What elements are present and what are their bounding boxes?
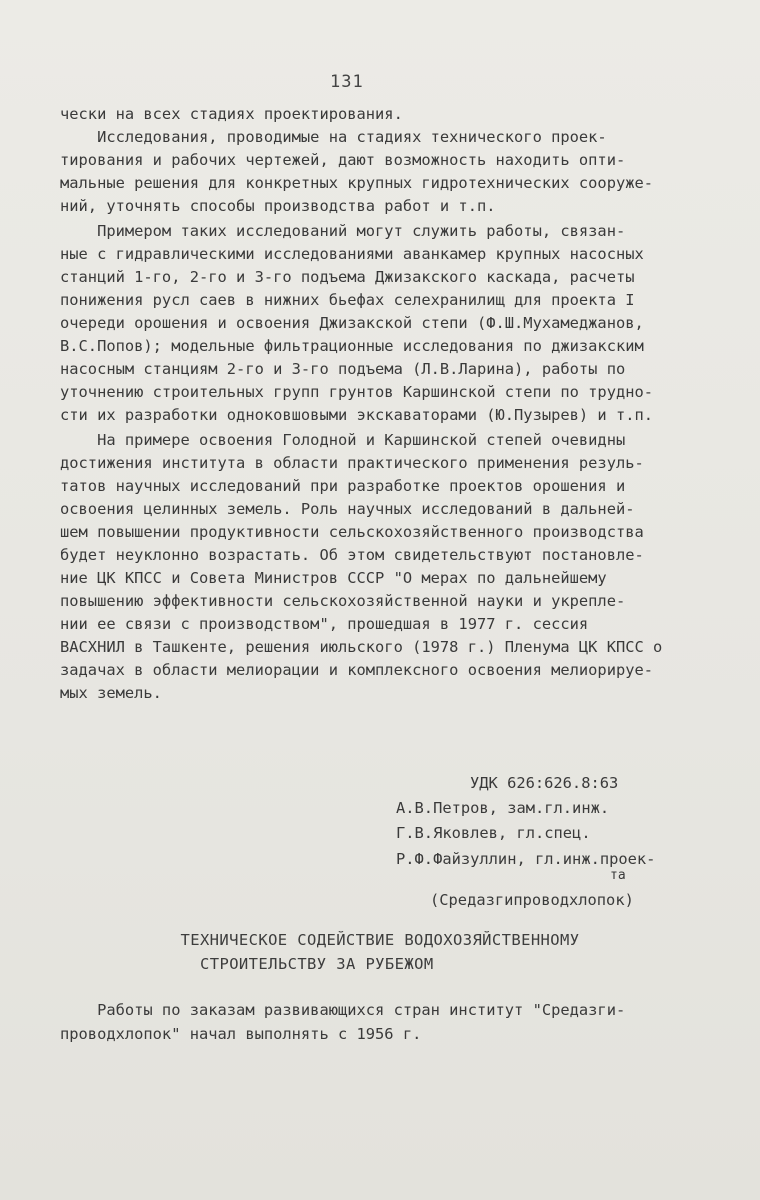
author-line: Г.В.Яковлев, гл.спец. [396, 824, 591, 842]
body-line: чески на всех стадиях проектирования. [60, 105, 403, 123]
body-line: Исследования, проводимые на стадиях технического проек- [60, 128, 607, 146]
body-line: нии ее связи с производством", прошедшая в 1977 г. сессия [60, 615, 589, 633]
body-line: шем повышении продуктивности сельскохозяйственного производства [60, 523, 644, 541]
udk-code: УДК 626:626.8:63 [470, 774, 619, 792]
body-line: уточнению строительных групп грунтов Каршинской степи по трудно- [60, 383, 654, 401]
body-line: мых земель. [60, 684, 162, 702]
body-line: мальные решения для конкретных крупных гидротехнических сооруже- [60, 174, 654, 192]
body-line: станций 1-го, 2-го и 3-го подъема Джизакского каскада, расчеты [60, 268, 635, 286]
author-line: А.В.Петров, зам.гл.инж. [396, 799, 610, 817]
body-line: ние ЦК КПСС и Совета Министров СССР "О мерах по дальнейшему [60, 569, 607, 587]
body-line: В.С.Попов); модельные фильтрационные исследования по джизакским [60, 337, 644, 355]
section-intro-line: проводхлопок" начал выполнять с 1956 г. [60, 1025, 422, 1043]
section-heading: ТЕХНИЧЕСКОЕ СОДЕЙСТВИЕ ВОДОХОЗЯЙСТВЕННОМУ [180, 931, 580, 949]
section-intro-line: Работы по заказам развивающихся стран институт "Средазги- [60, 1001, 626, 1019]
page-number: 131 [330, 72, 364, 92]
author-line-wrap: та [610, 868, 626, 883]
body-line: сти их разработки одноковшовыми экскаваторами (Ю.Пузырев) и т.п. [60, 406, 654, 424]
body-line: ные с гидравлическими исследованиями аванкамер крупных насосных [60, 245, 644, 263]
organization-name: (Средазгипроводхлопок) [430, 891, 634, 909]
author-line: Р.Ф.Файзуллин, гл.инж.проек- [396, 850, 656, 868]
body-line: На примере освоения Голодной и Каршинской степей очевидны [60, 431, 626, 449]
body-line: тирования и рабочих чертежей, дают возможность находить опти- [60, 151, 626, 169]
section-heading: СТРОИТЕЛЬСТВУ ЗА РУБЕЖОМ [200, 955, 434, 973]
body-line: Примером таких исследований могут служить работы, связан- [60, 222, 626, 240]
body-line: понижения русл саев в нижних бьефах селехранилищ для проекта I [60, 291, 635, 309]
body-line: ний, уточнять способы производства работ и т.п. [60, 197, 496, 215]
body-line: татов научных исследований при разработке проектов орошения и [60, 477, 626, 495]
body-line: будет неуклонно возрастать. Об этом свидетельствуют постановле- [60, 546, 644, 564]
body-line: повышению эффективности сельскохозяйственной науки и укрепле- [60, 592, 626, 610]
body-line: задачах в области мелиорации и комплексного освоения мелиорируе- [60, 661, 654, 679]
body-line: ВАСХНИЛ в Ташкенте, решения июльского (1978 г.) Пленума ЦК КПСС о [60, 638, 663, 656]
body-line: освоения целинных земель. Роль научных исследований в дальней- [60, 500, 635, 518]
body-line: достижения института в области практического применения резуль- [60, 454, 644, 472]
body-line: насосным станциям 2-го и 3-го подъема (Л.В.Ларина), работы по [60, 360, 626, 378]
body-line: очереди орошения и освоения Джизакской степи (Ф.Ш.Мухамеджанов, [60, 314, 644, 332]
